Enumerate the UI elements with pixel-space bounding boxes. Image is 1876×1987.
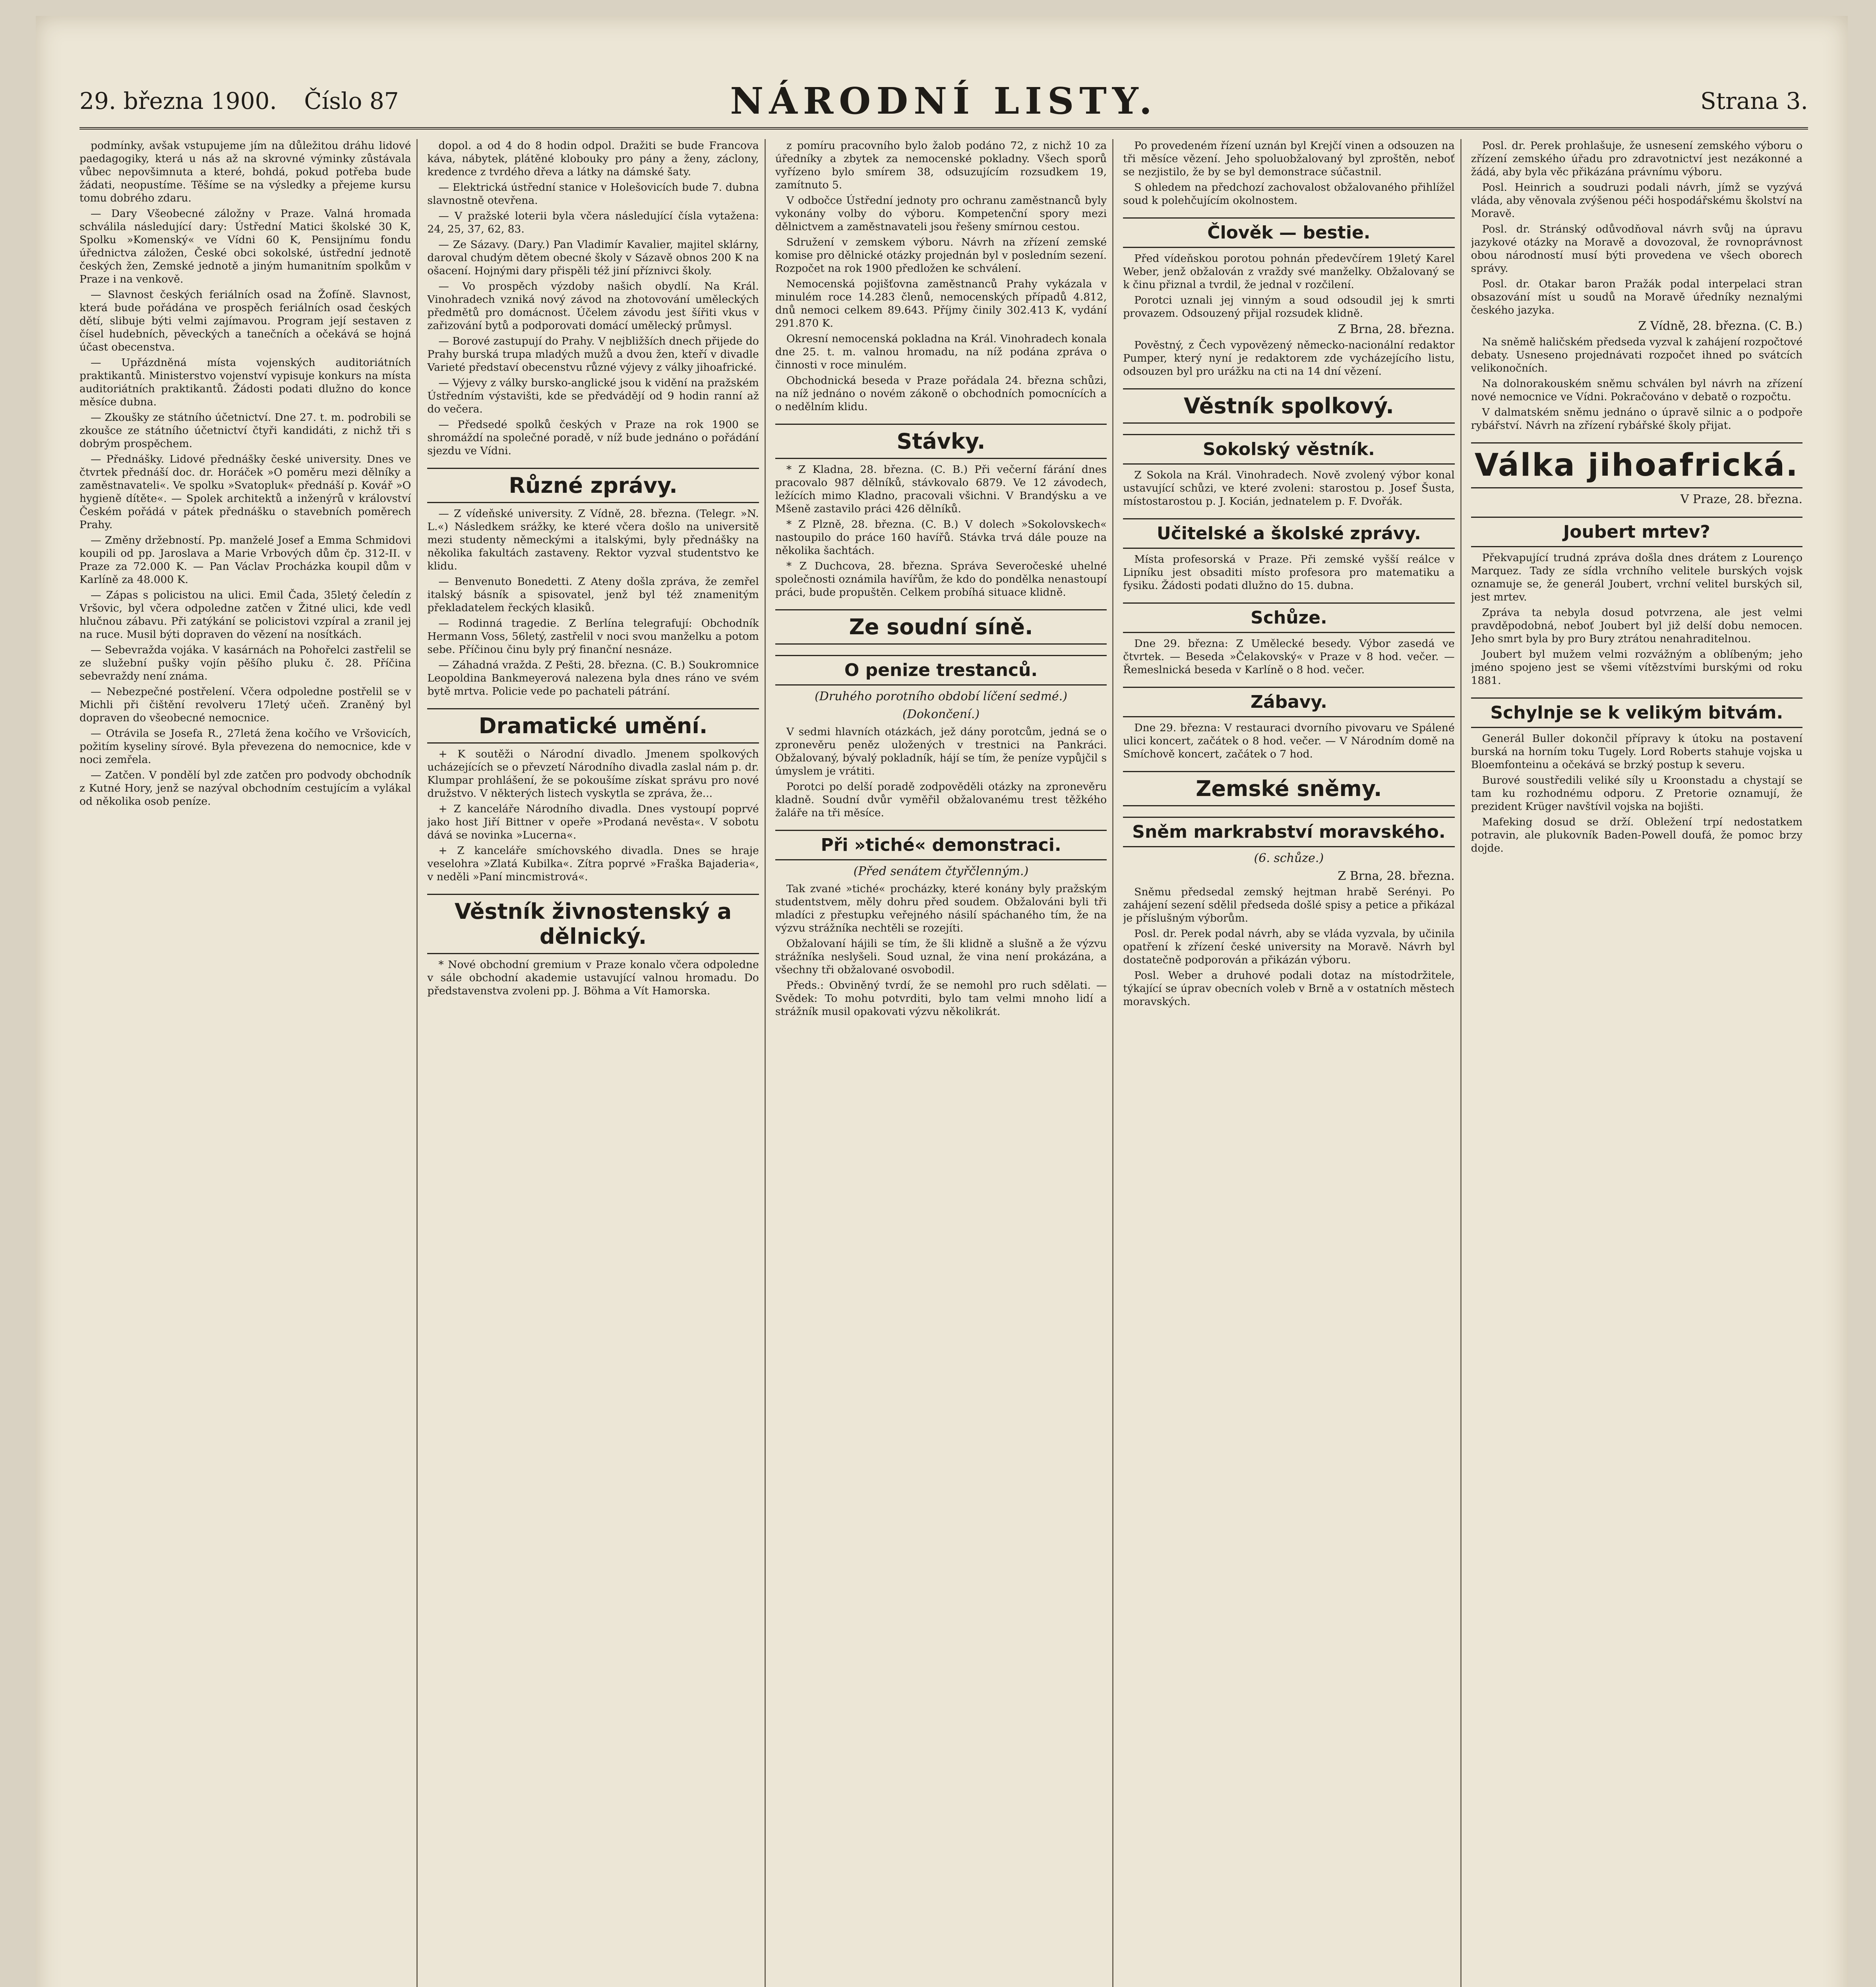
article-paragraph: — Zatčen. V pondělí byl zde zatčen pro podvody obchodník z Kutné Hory, jenž se nazýval obchodním cestujícím a vylákal od několika osob peníze. xyxy=(79,769,411,808)
article-paragraph: Tak zvané »tiché« procházky, které konány byly pražským studentstvem, měly dohru před soudem. Obžalováni byli tři mladíci z přestupku veřejného násilí spáchaného tím, že na výzvu strážníka nechtěli se rozejíti. xyxy=(775,883,1107,934)
article-paragraph: — Upřázdněná místa vojenských auditoriátních praktikantů. Ministerstvo vojenství vypisuje konkurs na místa auditoriátních praktikantů. Žádosti podati dlužno do konce měsíce dubna. xyxy=(79,356,411,408)
section-heading: Stávky. xyxy=(775,424,1107,459)
section-heading: Při »tiché« demonstraci. xyxy=(775,830,1107,860)
article-paragraph: Posl. dr. Otakar baron Pražák podal interpelaci stran obsazování míst u soudů na Moravě úředníky neznalými českého jazyka. xyxy=(1471,278,1803,316)
article-paragraph: — Předsedé spolků českých v Praze na rok 1900 se shromáždí na společné poradě, v níž bude jednáno o pořádání sjezdu ve Vídni. xyxy=(427,418,759,457)
article-paragraph: Posl. Weber a druhové podali dotaz na místodržitele, týkající se úprav obecních voleb v Brně a v ostatních městech moravských. xyxy=(1123,969,1455,1008)
article-paragraph: — Ze Sázavy. (Dary.) Pan Vladimír Kavalier, majitel sklárny, daroval chudým dětem obecné školy v Sázavě obnos 200 K na ošacení. Hojnými dary přispěli též jiní příznivci školy. xyxy=(427,238,759,277)
masthead xyxy=(79,76,1808,130)
article-paragraph: Místa profesorská v Praze. Při zemské vyšší reálce v Lipníku jest obsaditi místo profesora pro matematiku a fysiku. Žádosti podati dlužno do 15. dubna. xyxy=(1123,553,1455,592)
article-paragraph: — V pražské loterii byla včera následující čísla vytažena: 24, 25, 37, 62, 83. xyxy=(427,210,759,235)
article-paragraph: + K soutěži o Národní divadlo. Jmenem spolkových ucházejících se o převzetí Národního divadla zaslal nám p. dr. Klumpar prohlášení, že se pokoušíme získat správu pro nové družstvo. V některých listech vyskytla se zpráva, že... xyxy=(427,748,759,800)
article-paragraph: — Výjevy z války bursko-anglické jsou k vidění na pražském Ústředním výstavišti, kde se předvádějí od 9 hodin ranní až do večera. xyxy=(427,377,759,415)
article-paragraph: podmínky, avšak vstupujeme jím na důležitou dráhu lidové paedagogiky, která u nás až na skrovné výminky zůstávala vůbec nepovšimnuta a které, bohdá, pokud potřeba bude žádati, neopustíme. Těšíme se na výsledky a přejeme kursu tomu dobrého zdaru. xyxy=(79,139,411,204)
article-paragraph: Nemocenská pojišťovna zaměstnanců Prahy vykázala v minulém roce 14.283 členů, nemocenských případů 4.812, dnů nemoci celkem 89.643. Příjmy činily 302.413 K, vydání 291.870 K. xyxy=(775,278,1107,329)
section-heading: Dramatické umění. xyxy=(427,708,759,744)
section-heading: Učitelské a školské zprávy. xyxy=(1123,518,1454,549)
dateline: Z Brna, 28. března. xyxy=(1338,869,1455,883)
article-paragraph: Pověstný, z Čech vypovězený německo-nacionální redaktor Pumper, který nyní je redaktorem zde vycházejícího listu, odsouzen byl pro urážku na cti na 14 dní vězení. xyxy=(1123,339,1455,378)
column-1 xyxy=(79,139,418,1987)
section-heading: Věstník živnostenský a dělnický. xyxy=(427,894,759,954)
section-heading: Válka jihoafrická. xyxy=(1471,442,1802,488)
subheading: (Druhého porotního období líčení sedmé.) xyxy=(815,689,1067,703)
dateline: Z Vídně, 28. března. (C. B.) xyxy=(1638,319,1803,333)
article-paragraph: Mafeking dosud se drží. Obležení trpí nedostatkem potravin, ale plukovník Baden-Powell doufá, že pomoc brzy dojde. xyxy=(1471,816,1803,854)
section-heading: Joubert mrtev? xyxy=(1471,517,1802,547)
column-2 xyxy=(427,139,765,1987)
section-heading: Člověk — bestie. xyxy=(1123,217,1454,248)
article-paragraph: — Zkoušky ze státního účetnictví. Dne 27. t. m. podrobili se zkoušce ze státního účetnictví čtyři kandidáti, z nichž tři s dobrým prospěchem. xyxy=(79,411,411,450)
article-columns xyxy=(79,139,1808,1987)
article-paragraph: — Benvenuto Bonedetti. Z Ateny došla zpráva, že zemřel italský básník a spisovatel, jenž byl též znamenitým překladatelem řeckých klasiků. xyxy=(427,575,759,614)
article-paragraph: Zpráva ta nebyla dosud potvrzena, ale jest velmi pravděpodobná, neboť Joubert byl již delší dobu nemocen. Jeho smrt byla by pro Bury ztrátou nenahraditelnou. xyxy=(1471,606,1803,645)
article-paragraph: — Sebevražda vojáka. V kasárnách na Pohořelci zastřelil se ze služební pušky vojín pěšího pluku č. 28. Příčina sebevraždy není známa. xyxy=(79,644,411,682)
article-paragraph: — Elektrická ústřední stanice v Holešovicích bude 7. dubna slavnostně otevřena. xyxy=(427,181,759,207)
article-paragraph: Sdružení v zemskem výboru. Návrh na zřízení zemské komise pro dělnické otázky projednán byl v posledním sezení. Rozpočet na rok 1900 předložen ke schválení. xyxy=(775,236,1107,275)
article-paragraph: * Z Duchcova, 28. března. Správa Severočeské uhelné společnosti oznámila havířům, že kdo do pondělka nenastoupí práci, bude propuštěn. Celkem probíhá situace klidně. xyxy=(775,560,1107,598)
article-paragraph: Obžalovaní hájili se tím, že šli klidně a slušně a že výzvu strážníka neslyšeli. Soud uznal, že vina není prokázána, a všechny tři obžalované osvobodil. xyxy=(775,937,1107,976)
article-paragraph: — Zápas s policistou na ulici. Emil Čada, 35letý čeledín z Vršovic, byl včera odpoledne zatčen v Žitné ulici, kde vedl hlučnou zábavu. Při zatýkání se policistovi vzpíral a zranil jej na ruce. Musil býti dopraven do vězení na nosítkách. xyxy=(79,589,411,641)
article-paragraph: S ohledem na předchozí zachovalost obžalovaného přihlížel soud k polehčujícím okolnostem. xyxy=(1123,181,1455,207)
article-paragraph: Posl. dr. Perek podal návrh, aby se vláda vyzvala, by učinila opatření k zřízení české university na Moravě. Návrh byl dostatečně podporován a přikázán výboru. xyxy=(1123,928,1455,966)
article-paragraph: * Nové obchodní gremium v Praze konalo včera odpoledne v sále obchodní akademie ustavující valnou hromadu. Do představenstva zvoleni pp. J. Böhma a Vít Hamorska. xyxy=(427,959,759,997)
article-paragraph: Porotci uznali jej vinným a soud odsoudil jej k smrti provazem. Odsouzený přijal rozsudek klidně. xyxy=(1123,294,1455,320)
section-heading: Věstník spolkový. xyxy=(1123,388,1454,424)
article-paragraph: Před vídeňskou porotou pohnán předevčírem 19letý Karel Weber, jenž obžalován z vraždy své manželky. Obžalovaný se k činu přiznal a tvrdil, že jednal v rozčilení. xyxy=(1123,252,1455,291)
dateline: Z Brna, 28. března. xyxy=(1338,322,1455,336)
article-paragraph: Posl. Heinrich a soudruzi podali návrh, jímž se vyzývá vláda, aby věnovala zvýšenou péči hospodářskému školství na Moravě. xyxy=(1471,181,1803,220)
section-heading: Sokolský věstník. xyxy=(1123,434,1454,465)
article-paragraph: V odbočce Ústřední jednoty pro ochranu zaměstnanců byly vykonány volby do výboru. Kompetenční spory mezi dělnictvem a zaměstnavateli jsou řešeny smírnou cestou. xyxy=(775,194,1107,233)
article-paragraph: + Z kanceláře smíchovského divadla. Dnes se hraje veselohra »Zlatá Kubilka«. Zítra poprvé »Fraška Bajaderia«, v neděli »Paní mincmistrová«. xyxy=(427,844,759,883)
issue-date: 29. března 1900. xyxy=(79,87,277,114)
article-paragraph: Posl. dr. Perek prohlašuje, že usnesení zemského výboru o zřízení zemského úřadu pro zdravotnictví jest nezákonné a žádá, aby byla věc přikázána právnímu výboru. xyxy=(1471,139,1803,178)
article-paragraph: Burové soustředili veliké síly u Kroonstadu a chystají se tam ku rozhodnému odporu. Z Pretorie oznamují, že prezident Krüger navštívil vojska na bojišti. xyxy=(1471,774,1803,813)
article-paragraph: — Záhadná vražda. Z Pešti, 28. března. (C. B.) Soukromnice Leopoldina Bankmeyerová nalezena byla dnes ráno ve svém bytě mrtva. Policie vede po pachateli pátrání. xyxy=(427,659,759,697)
article-paragraph: V dalmatském sněmu jednáno o úpravě silnic a o podpoře rybářství. Návrh na zřízení rybářské školy přijat. xyxy=(1471,406,1803,432)
article-paragraph: Dne 29. března: V restauraci dvorního pivovaru ve Spálené ulici koncert, začátek o 8 hod. večer. — V Národním domě na Smíchově koncert, začátek o 7 hod. xyxy=(1123,722,1455,760)
newspaper-page xyxy=(36,16,1848,1987)
article-paragraph: Na dolnorakouském sněmu schválen byl návrh na zřízení nové nemocnice ve Vídni. Pokračováno v debatě o rozpočtu. xyxy=(1471,378,1803,403)
article-paragraph: dopol. a od 4 do 8 hodin odpol. Dražiti se bude Francova káva, nábytek, plátěné klobouky pro pány a ženy, záclony, kredence z tvrdého dřeva a látky na dámské šaty. xyxy=(427,139,759,178)
column-3 xyxy=(775,139,1113,1987)
article-paragraph: V sedmi hlavních otázkách, jež dány porotcům, jedná se o zpronevěru peněz uložených v trestnici na Pankráci. Obžalovaný, bývalý pokladník, hájí se tím, že peníze vypůjčil s úmyslem je vrátiti. xyxy=(775,726,1107,777)
section-heading: Schůze. xyxy=(1123,602,1454,633)
article-paragraph: Překvapující trudná zpráva došla dnes drátem z Lourenço Marquez. Tady ze sídla vrchního velitele burských vojsk oznamuje se, že generál Joubert, vrchní velitel burských sil, jest mrtev. xyxy=(1471,552,1803,603)
article-paragraph: Porotci po delší poradě zodpověděli otázky na zpronevěru kladně. Soudní dvůr vyměřil obžalovanému trest těžkého žaláře na tři měsíce. xyxy=(775,780,1107,819)
article-paragraph: — Z vídeňské university. Z Vídně, 28. března. (Telegr. »N. L.«) Následkem srážky, ke které včera došlo na universitě mezi studenty německými a italskými, byly přednášky na několika fakultách zastaveny. Rektor vyzval studentstvo ke klidu. xyxy=(427,507,759,572)
article-paragraph: — Nebezpečné postřelení. Včera odpoledne postřelil se v Michli při čištění revolveru 17letý učeň. Zraněný byl dopraven do všeobecné nemocnice. xyxy=(79,686,411,724)
article-paragraph: — Dary Všeobecné záložny v Praze. Valná hromada schválila následující dary: Ústřední Matici školské 30 K, Spolku »Komenský« ve Vídni 60 K, Pensijnímu fondu úřednictva záložen, České obci sokolské, ústřední jednotě českých žen, Zemské jednotě a jiným humanitním spolkům v Praze i na venkově. xyxy=(79,207,411,285)
article-paragraph: z pomíru pracovního bylo žalob podáno 72, z nichž 10 za úředníky a zbytek za nemocenské pokladny. Všech sporů vyřízeno bylo smírem 38, odsuzujícím rozsudkem 19, zamítnuto 5. xyxy=(775,139,1107,191)
article-paragraph: Okresní nemocenská pokladna na Král. Vinohradech konala dne 25. t. m. valnou hromadu, na níž podána zpráva o činnosti v roce minulém. xyxy=(775,333,1107,371)
section-heading: Sněm markrabství moravského. xyxy=(1123,817,1454,847)
issue-number: Číslo 87 xyxy=(304,87,399,114)
article-paragraph: + Z kanceláře Národního divadla. Dnes vystoupí poprvé jako host Jiří Bittner v opeře »Prodaná nevěsta«. V sobotu dává se novinka »Lucerna«. xyxy=(427,803,759,841)
newspaper-title: NÁRODNÍ LISTY. xyxy=(730,79,1158,122)
article-paragraph: Dne 29. března: Z Umělecké besedy. Výbor zasedá ve čtvrtek. — Beseda »Čelakovský« v Praze v 8 hod. večer. — Řemeslnická beseda v Karlíně o 8 hod. večer. xyxy=(1123,637,1455,676)
page-number: Strana 3. xyxy=(1700,87,1808,114)
article-paragraph: Předs.: Obviněný tvrdí, že se nemohl pro ruch sdělati. — Svědek: To mohu potvrditi, bylo tam velmi mnoho lidí a strážník musil opakovati výzvu několikrát. xyxy=(775,979,1107,1018)
article-paragraph: — Přednášky. Lidové přednášky české university. Dnes ve čtvrtek přednáší doc. dr. Horáček »O poměru mezi dělníky a zaměstnavateli«. Ve spolku »Svatopluk« přednáší p. Kovář »O hygieně dítěte«. — Spolek architektů a inženýrů v království Českém pořádá v pátek přednášku o stavebních poměrech Prahy. xyxy=(79,453,411,531)
subheading: (Dokončení.) xyxy=(902,707,980,721)
dateline: V Praze, 28. března. xyxy=(1680,492,1803,506)
article-paragraph: Po provedeném řízení uznán byl Krejčí vinen a odsouzen na tři měsíce vězení. Jeho spoluobžalovaný byl zproštěn, neboť se nezjistilo, že by se byl demonstrace súčastnil. xyxy=(1123,139,1455,178)
subheading: (Před senátem čtyřčlenným.) xyxy=(853,864,1029,878)
article-paragraph: Obchodnická beseda v Praze pořádala 24. března schůzi, na níž jednáno o novém zákoně o obchodních pomocnících a o nedělním klidu. xyxy=(775,374,1107,413)
article-paragraph: — Změny držebností. Pp. manželé Josef a Emma Schmidovi koupili od pp. Jaroslava a Marie Vrbových dům čp. 312-II. v Praze za 72.000 K. — Pan Václav Procházka koupil dům v Karlíně za 48.000 K. xyxy=(79,534,411,586)
article-paragraph: Z Sokola na Král. Vinohradech. Nově zvolený výbor konal ustavující schůzi, ve které zvoleni: starostou p. Josef Šusta, místostarostou p. J. Kocián, jednatelem p. F. Dvořák. xyxy=(1123,469,1455,507)
article-paragraph: * Z Plzně, 28. března. (C. B.) V dolech »Sokolovskech« nastoupilo do práce 160 havířů. Stávka trvá dále pouze na několika šachtách. xyxy=(775,518,1107,557)
column-5 xyxy=(1471,139,1808,1987)
section-heading: O penize trestanců. xyxy=(775,655,1107,686)
column-4 xyxy=(1123,139,1461,1987)
section-heading: Schylnje se k velikým bitvám. xyxy=(1471,697,1802,728)
section-heading: Zábavy. xyxy=(1123,687,1454,717)
article-paragraph: * Z Kladna, 28. března. (C. B.) Při večerní fárání dnes pracovalo 987 dělníků, stávkovalo 6879. Ve 12 závodech, ležících mimo Kladno, pracovali všichni. V Brandýsku a ve Mšeně zastavilo práci 426 dělníků. xyxy=(775,463,1107,515)
article-paragraph: Joubert byl mužem velmi rozvážným a oblíbeným; jeho jméno spojeno jest se všemi vítězstvími burskými od roku 1881. xyxy=(1471,648,1803,687)
article-paragraph: — Otrávila se Josefa R., 27letá žena kočího ve Vršovicích, požitím kyseliny sírové. Byla převezena do nemocnice, kde v noci zemřela. xyxy=(79,727,411,766)
article-paragraph: — Rodinná tragedie. Z Berlína telegrafují: Obchodník Hermann Voss, 56letý, zastřelil v noci svou manželku a potom sebe. Příčinou činu byly prý finanční nesnáze. xyxy=(427,617,759,656)
article-paragraph: — Vo prospěch výzdoby našich obydlí. Na Král. Vinohradech vzniká nový závod na zhotovování uměleckých předmětů pro domácnost. Účelem závodu jest šířiti vkus v zařizování bytů a podporovati domácí umělecký průmysl. xyxy=(427,280,759,332)
article-paragraph: Generál Buller dokončil přípravy k útoku na postavení burská na horním toku Tugely. Lord Roberts stahuje vojska u Bloemfonteinu a očekává se brzký postup k severu. xyxy=(1471,732,1803,771)
article-paragraph: Na sněmě haličském předseda vyzval k zahájení rozpočtové debaty. Usneseno projednávati rozpočet ihned po svátcích velikonočních. xyxy=(1471,336,1803,374)
article-paragraph: — Slavnost českých feriálních osad na Žofíně. Slavnost, která bude pořádána ve prospěch feriálních osad českých dětí, slibuje býti velmi zajímavou. Program její sestaven z čísel hudebních, pěveckých a tanečních a očekává se hojná účast obecenstva. xyxy=(79,289,411,353)
section-heading: Ze soudní síně. xyxy=(775,609,1107,645)
section-heading: Různé zprávy. xyxy=(427,468,759,503)
article-paragraph: Posl. dr. Stránský odůvodňoval návrh svůj na úpravu jazykové otázky na Moravě a dovozoval, že rovnoprávnost obou národností musí býti provedena ve všech oborech správy. xyxy=(1471,223,1803,275)
article-paragraph: Sněmu předsedal zemský hejtman hrabě Serényi. Po zahájení sezení sdělil předseda došlé spisy a petice a přikázal je příslušným výborům. xyxy=(1123,886,1455,924)
article-paragraph: — Borové zastupují do Prahy. V nejbližších dnech přijede do Prahy burská trupa mladých mužů a dvou žen, kteří v divadle Varieté představí obecenstvu různé výjevy z války jihoafrické. xyxy=(427,335,759,374)
section-heading: Zemské sněmy. xyxy=(1123,771,1454,806)
subheading: (6. schůze.) xyxy=(1254,851,1324,865)
